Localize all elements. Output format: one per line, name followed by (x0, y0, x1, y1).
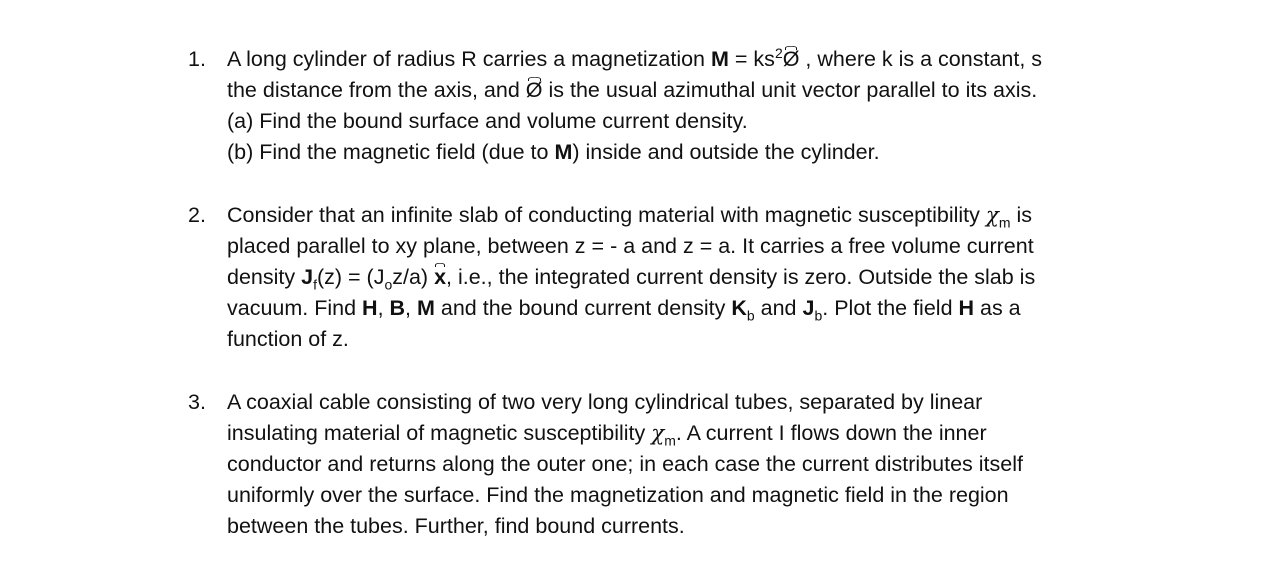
text: is (1010, 203, 1033, 227)
text: . Plot the field (822, 296, 959, 320)
x-hat-symbol: x (434, 262, 446, 293)
vector-M: M (554, 140, 573, 164)
text: Consider that an infinite slab of conducting material with magnetic susceptibility (227, 203, 986, 227)
problem-number: 2. (188, 203, 206, 227)
text: . A current I flows down the inner (675, 421, 987, 445)
problem-line (227, 293, 1248, 324)
text: ) inside and outside the cylinder. (572, 140, 880, 164)
problem-line: placed parallel to xy plane, between z = - a and z = a. It carries a free volume current (227, 234, 1034, 258)
problem-number: 1. (188, 47, 206, 71)
problem-number: 3. (188, 390, 206, 414)
problem-line (227, 418, 1248, 449)
problem-1 (188, 44, 1248, 168)
text: , i.e., the integrated current density is zero. Outside the slab is (446, 265, 1036, 289)
vector-H: H (362, 296, 378, 320)
vector-J: J (802, 296, 815, 320)
text: , (405, 296, 417, 320)
subscript: m (998, 214, 1011, 231)
superscript: 2 (774, 44, 783, 61)
problem-2 (188, 200, 1248, 355)
problem-line (227, 137, 1248, 168)
text: , where k is a constant, s (799, 47, 1043, 71)
text: density (227, 265, 302, 289)
problem-line: between the tubes. Further, find bound currents. (227, 514, 685, 538)
problem-3 (188, 387, 1248, 542)
text: and the bound current density (434, 296, 732, 320)
problem-line (227, 200, 1248, 231)
problem-line: function of z. (227, 327, 349, 351)
problem-list (188, 44, 1248, 542)
text: as a (974, 296, 1021, 320)
subscript: m (664, 432, 676, 449)
text: (b) Find the magnetic field (due to (227, 140, 555, 164)
problem-line (227, 44, 1248, 75)
text: , (377, 296, 390, 320)
problem-line: A coaxial cable consisting of two very long cylindrical tubes, separated by linear (227, 390, 983, 414)
text: z/a) (392, 265, 435, 289)
vector-B: B (389, 296, 406, 320)
vector-H: H (958, 296, 975, 320)
text: A long cylinder of radius R carries a magnetization (227, 47, 711, 71)
problem-line (227, 262, 1248, 293)
text: insulating material of magnetic susceptibility (227, 421, 652, 445)
problem-line (227, 75, 1248, 106)
vector-J: J (301, 265, 314, 289)
problem-line: (a) Find the bound surface and volume current density. (227, 109, 748, 133)
vector-K: K (731, 296, 747, 320)
chi-symbol: χ (985, 203, 999, 228)
text: the distance from the axis, and (227, 78, 526, 102)
text: and (754, 296, 803, 320)
vector-M: M (417, 296, 435, 320)
text: = ks (728, 47, 775, 71)
subscript: o (384, 276, 393, 293)
subscript: f (313, 276, 317, 293)
subscript: b (814, 307, 823, 324)
phi-hat-symbol: Ø (526, 75, 543, 106)
text: vacuum. Find (227, 296, 363, 320)
chi-symbol: χ (651, 421, 665, 446)
text: is the usual azimuthal unit vector parallel to its axis. (542, 78, 1038, 102)
subscript: b (746, 307, 755, 324)
text: (z) = (J (316, 265, 385, 289)
vector-M: M (711, 47, 729, 71)
problem-line: uniformly over the surface. Find the magnetization and magnetic field in the region (227, 483, 1009, 507)
phi-hat-symbol: Ø (783, 44, 800, 75)
problem-line: conductor and returns along the outer one; in each case the current distributes itself (227, 452, 1023, 476)
